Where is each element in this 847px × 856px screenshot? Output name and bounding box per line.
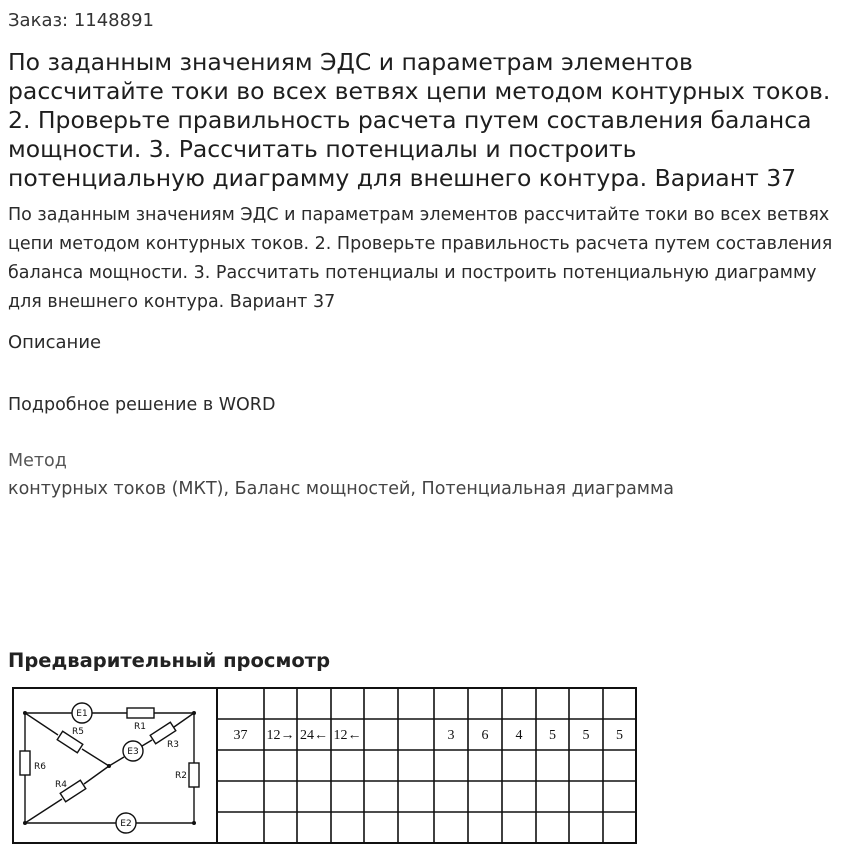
label-r6: R6: [34, 762, 46, 772]
preview-svg: [12, 687, 638, 845]
label-r4: R4: [55, 780, 67, 790]
preview-image: [12, 687, 638, 845]
table-cell: 24←: [300, 728, 328, 743]
preview-title: Предварительный просмотр: [8, 649, 331, 672]
resistor-r2: [189, 763, 199, 787]
method-tag-power-balance[interactable]: Баланс мощностей: [234, 479, 411, 499]
label-r5: R5: [72, 727, 84, 737]
table-cell: 5: [616, 728, 623, 743]
table-cell: 4: [515, 728, 523, 743]
table-cell: 3: [447, 728, 455, 743]
label-r2: R2: [175, 771, 187, 781]
description-label: Описание: [8, 332, 102, 353]
order-number: Заказ: 1148891: [8, 10, 154, 31]
method-tag-potential-diagram[interactable]: Потенциальная диаграмма: [421, 479, 674, 499]
preview-frame: [13, 688, 636, 843]
task-description: По заданным значениям ЭДС и параметрам элементов рассчитайте токи во всех ветвях цепи методом контурных токов. 2. Проверьте правильность расчета путем составления баланса мощности. 3. Рассчитать потенциалы и построить потенциальную диаграмму для внешнего контура. Вариант 37: [8, 205, 833, 312]
table-cell: 12←: [333, 728, 362, 743]
table-cell: 12→: [266, 728, 295, 743]
resistor-r6: [20, 751, 30, 775]
label-e3: E3: [127, 747, 139, 757]
resistor-r1: [127, 708, 154, 718]
page-title: По заданным значениям ЭДС и параметрам элементов рассчитайте токи во всех ветвях цепи методом контурных токов. 2. Проверьте правильность расчета путем составления баланса мощности. 3. Рассчитать потенциалы и построить потенциальную диаграмму для внешнего контура. Вариант 37: [8, 48, 831, 192]
label-e1: E1: [76, 709, 88, 719]
table-cell: 6: [481, 728, 489, 743]
table-cell: 5: [549, 728, 556, 743]
method-tags: контурных токов (МКТ), Баланс мощностей, Потенциальная диаграмма: [8, 479, 674, 499]
description-text: Подробное решение в WORD: [8, 395, 276, 415]
label-e2: E2: [120, 819, 132, 829]
method-tag-mkt[interactable]: контурных токов (МКТ): [8, 479, 224, 499]
label-r1: R1: [134, 722, 146, 732]
label-r3: R3: [167, 740, 179, 750]
table-cell: 37: [233, 728, 248, 743]
method-label: Метод: [8, 451, 67, 471]
table-cell: 5: [582, 728, 590, 743]
